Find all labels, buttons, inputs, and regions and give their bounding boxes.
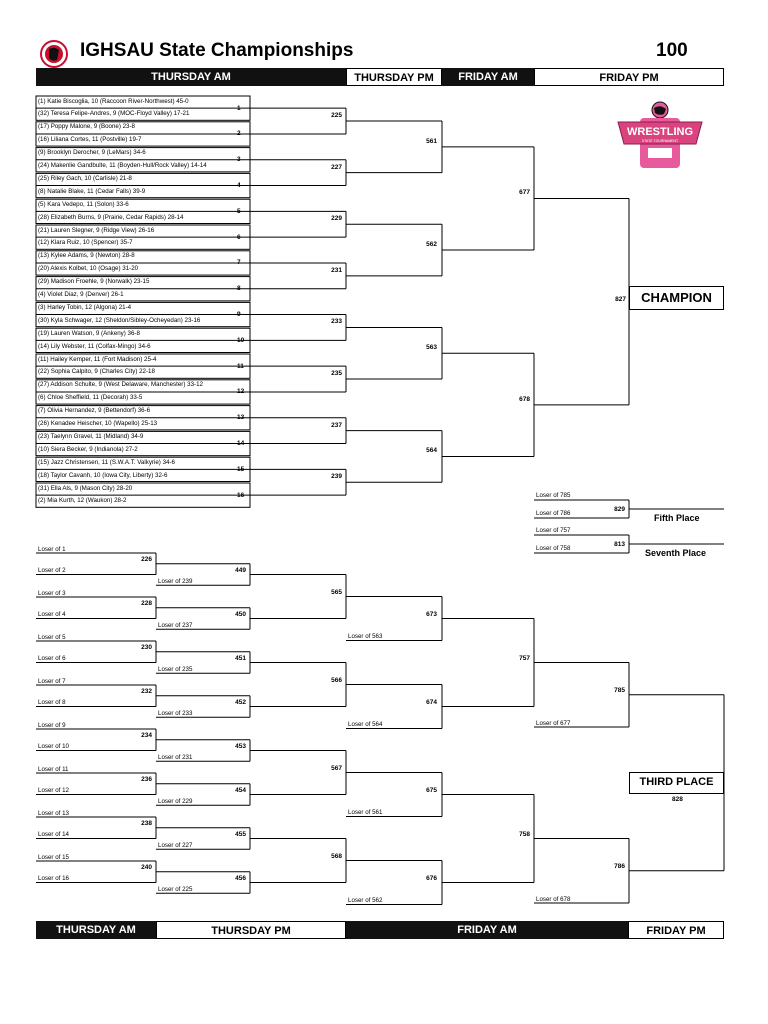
- consolation-entry: Loser of 239: [158, 577, 193, 585]
- bout-number: 230: [141, 643, 152, 651]
- seventh-place-label: Seventh Place: [645, 548, 707, 558]
- state-wrestling-logo-icon: [614, 100, 706, 172]
- consolation-entry: Loser of 786: [536, 510, 571, 517]
- bout-number: 233: [331, 318, 342, 326]
- bout-number: 226: [141, 555, 152, 563]
- bout-number: 227: [331, 163, 342, 171]
- consolation-entry: Loser of 14: [38, 831, 69, 838]
- bout-number: 564: [426, 447, 437, 455]
- bout-number: 451: [235, 654, 246, 662]
- bottom-bar-friday-pm: FRIDAY PM: [628, 921, 724, 939]
- wrestler-entry: (11) Hailey Kemper, 11 (Fort Madison) 25-4: [38, 355, 157, 363]
- bout-number: 2: [237, 130, 241, 138]
- wrestler-entry: (23) Taelynn Gravel, 11 (Midland) 34-9: [38, 432, 144, 440]
- consolation-entry: Loser of 227: [158, 841, 193, 849]
- bout-number: 566: [331, 676, 342, 684]
- bout-number: 13: [237, 414, 245, 422]
- bout-number: 7: [237, 259, 241, 267]
- wrestler-entry: (18) Taylor Cavanh, 10 (Iowa City, Liberty) 32-6: [38, 471, 168, 479]
- wrestler-entry: (27) Addison Schulte, 9 (West Delaware, Manchester) 33-12: [38, 381, 203, 389]
- consolation-entry: Loser of 237: [158, 621, 193, 629]
- consolation-entry: Loser of 12: [38, 787, 69, 794]
- bout-number: 225: [331, 112, 342, 120]
- bout-number: 829: [614, 506, 625, 513]
- bout-number: 14: [237, 439, 245, 447]
- logo-subtitle-text: STATE TOURNAMENT: [641, 139, 679, 143]
- bout-number: 12: [237, 388, 245, 396]
- consolation-entry: Loser of 758: [536, 545, 571, 552]
- bout-number: 234: [141, 731, 152, 739]
- wrestler-entry: (1) Katie Biscoglia, 10 (Raccoon River-Northwest) 45-0: [38, 97, 189, 105]
- fifth-place-label: Fifth Place: [654, 513, 700, 523]
- bout-number: 232: [141, 687, 152, 695]
- bout-number: 239: [331, 473, 342, 481]
- bout-number: 567: [331, 764, 342, 772]
- bout-number: 786: [614, 862, 625, 870]
- wrestler-entry: (31) Ella Als, 9 (Mason City) 28-20: [38, 484, 133, 492]
- bout-number: 673: [426, 610, 437, 618]
- wrestler-entry: (29) Madison Froehle, 9 (Norwalk) 23-15: [38, 278, 150, 286]
- bout-number: 675: [426, 786, 437, 794]
- consolation-entry: Loser of 10: [38, 743, 69, 750]
- wrestler-entry: (17) Poppy Malone, 9 (Boone) 23-8: [38, 123, 135, 131]
- wrestler-entry: (8) Natalie Blake, 11 (Cedar Falls) 39-9: [38, 187, 146, 195]
- logo-wrestling-text: WRESTLING: [627, 126, 693, 138]
- consolation-entry: Loser of 785: [536, 492, 571, 499]
- consolation-entry: Loser of 757: [536, 527, 571, 534]
- bout-number: 235: [331, 370, 342, 378]
- consolation-entry: Loser of 8: [38, 699, 66, 706]
- bout-number: 3: [237, 156, 241, 164]
- consolation-entry: Loser of 11: [38, 765, 69, 773]
- bout-number: 813: [614, 541, 625, 548]
- bout-number: 676: [426, 874, 437, 882]
- bout-number: 6: [237, 233, 241, 241]
- wrestler-entry: (13) Kylee Adams, 9 (Newton) 28-8: [38, 252, 135, 260]
- bout-number: 9: [237, 310, 241, 318]
- bout-number: 1: [237, 104, 241, 112]
- bout-number: 452: [235, 698, 246, 706]
- consolation-entry: Loser of 6: [38, 655, 66, 662]
- wrestler-entry: (32) Teresa Felipe-Andres, 9 (MOC-Floyd Valley) 17-21: [38, 110, 190, 118]
- bout-number: 449: [235, 566, 246, 574]
- bout-number: 454: [235, 786, 246, 794]
- bout-number: 15: [237, 465, 245, 473]
- consolation-entry: Loser of 564: [348, 721, 383, 728]
- ighsau-logo-icon: [40, 40, 68, 68]
- wrestler-entry: (15) Jazz Christensen, 11 (S.W.A.T. Valkyrie) 34-6: [38, 458, 175, 466]
- wrestler-entry: (7) Olivia Hernandez, 9 (Bettendorf) 36-6: [38, 407, 151, 415]
- wrestler-entry: (16) Liliana Cortes, 11 (Postville) 19-7: [38, 136, 142, 144]
- top-bar-thursday-am: THURSDAY AM: [36, 68, 346, 86]
- bout-number: 10: [237, 336, 245, 344]
- bottom-bar-thursday-am: THURSDAY AM: [36, 921, 156, 939]
- bout-number: 677: [519, 189, 530, 197]
- top-bar-friday-am: FRIDAY AM: [442, 68, 534, 86]
- wrestler-entry: (21) Lauren Slegner, 9 (Ridge View) 26-16: [38, 226, 155, 234]
- consolation-entry: Loser of 3: [38, 589, 66, 597]
- bout-number: 11: [237, 362, 244, 370]
- bout-number: 237: [331, 421, 342, 429]
- consolation-entry: Loser of 5: [38, 633, 66, 641]
- wrestler-entry: (28) Elizabeth Burns, 9 (Prairie, Cedar Rapids) 28-14: [38, 213, 184, 221]
- bottom-bar-thursday-pm: THURSDAY PM: [156, 921, 346, 939]
- consolation-entry: Loser of 9: [38, 721, 66, 729]
- wrestler-entry: (12) Klara Ruiz, 10 (Spencer) 35-7: [38, 239, 133, 247]
- bout-number: 240: [141, 863, 152, 871]
- top-bar-friday-pm: FRIDAY PM: [534, 68, 724, 86]
- consolation-entry: Loser of 678: [536, 895, 571, 903]
- bout-number: 561: [426, 137, 437, 145]
- wrestler-entry: (20) Alexis Kolbet, 10 (Osage) 31-20: [38, 265, 139, 273]
- bout-number: 8: [237, 285, 241, 293]
- bout-number: 757: [519, 654, 530, 662]
- bout-number: 565: [331, 588, 342, 596]
- page-title: IGHSAU State Championships: [80, 40, 354, 61]
- wrestler-entry: (10) Siera Becker, 9 (Indianola) 27-2: [38, 445, 138, 453]
- consolation-entry: Loser of 561: [348, 809, 383, 816]
- wrestler-entry: (14) Lily Webster, 11 (Colfax-Mingo) 34-6: [38, 342, 151, 350]
- consolation-entry: Loser of 7: [38, 677, 66, 685]
- wrestler-entry: (9) Brooklyn Derocher, 9 (LeMars) 34-6: [38, 149, 146, 157]
- bout-number: 562: [426, 241, 437, 249]
- consolation-entry: Loser of 13: [38, 809, 69, 817]
- wrestler-entry: (22) Sophia Calpito, 9 (Charles City) 22-18: [38, 368, 155, 376]
- consolation-entry: Loser of 563: [348, 633, 383, 640]
- bout-number: 827: [615, 296, 626, 303]
- champion-box: CHAMPION: [629, 286, 724, 310]
- bout-number: 785: [614, 686, 625, 694]
- consolation-entry: Loser of 229: [158, 797, 193, 805]
- bout-number: 455: [235, 830, 246, 838]
- third-place-bout: 828: [672, 796, 683, 803]
- bout-number: 453: [235, 742, 246, 750]
- consolation-entry: Loser of 1: [38, 545, 66, 553]
- bout-number: 4: [237, 181, 241, 189]
- wrestler-entry: (26) Kenadee Heischer, 10 (Wapello) 25-13: [38, 420, 158, 427]
- bottom-bar-friday-am: FRIDAY AM: [346, 921, 628, 939]
- bout-number: 678: [519, 395, 530, 403]
- wrestler-entry: (25) Riley Gach, 10 (Carlisle) 21-8: [38, 174, 132, 182]
- wrestler-entry: (3) Harley Tobin, 12 (Algona) 21-4: [38, 303, 132, 311]
- top-bar-thursday-pm: THURSDAY PM: [346, 68, 442, 86]
- third-place-box: THIRD PLACE: [629, 772, 724, 794]
- consolation-entry: Loser of 4: [38, 611, 66, 618]
- bout-number: 5: [237, 207, 241, 215]
- bout-number: 238: [141, 819, 152, 827]
- consolation-entry: Loser of 677: [536, 719, 571, 727]
- wrestler-entry: (19) Lauren Watson, 9 (Ankeny) 36-8: [38, 329, 140, 337]
- bout-number: 231: [331, 266, 342, 274]
- consolation-entry: Loser of 2: [38, 567, 66, 574]
- wrestler-entry: (4) Violet Diaz, 9 (Denver) 26-1: [38, 291, 124, 298]
- bout-number: 568: [331, 852, 342, 860]
- consolation-entry: Loser of 15: [38, 853, 69, 861]
- wrestler-entry: (6) Chloe Sheffield, 11 (Decorah) 33-5: [38, 394, 143, 402]
- wrestler-entry: (2) Mia Kurth, 12 (Waukon) 28-2: [38, 497, 127, 505]
- bout-number: 456: [235, 874, 246, 882]
- consolation-entry: Loser of 16: [38, 875, 69, 882]
- bout-number: 563: [426, 344, 437, 352]
- bout-number: 229: [331, 215, 342, 223]
- consolation-entry: Loser of 233: [158, 709, 193, 717]
- weight-class: 100: [656, 40, 688, 61]
- consolation-entry: Loser of 562: [348, 897, 383, 904]
- bout-number: 228: [141, 599, 152, 607]
- bout-number: 674: [426, 698, 437, 706]
- bout-number: 16: [237, 491, 245, 499]
- consolation-entry: Loser of 235: [158, 665, 193, 673]
- wrestler-entry: (30) Kyla Schwager, 12 (Sheldon/Sibley-Ocheyedan) 23-16: [38, 316, 201, 324]
- bout-number: 236: [141, 775, 152, 783]
- wrestler-entry: (5) Kara Vedepo, 11 (Solon) 33-6: [38, 200, 129, 208]
- wrestler-entry: (24) Makenlie Gandbulte, 11 (Boyden-Hull/Rock Valley) 14-14: [38, 162, 207, 169]
- bout-number: 758: [519, 830, 530, 838]
- consolation-entry: Loser of 225: [158, 885, 193, 893]
- consolation-entry: Loser of 231: [158, 753, 193, 761]
- bout-number: 450: [235, 610, 246, 618]
